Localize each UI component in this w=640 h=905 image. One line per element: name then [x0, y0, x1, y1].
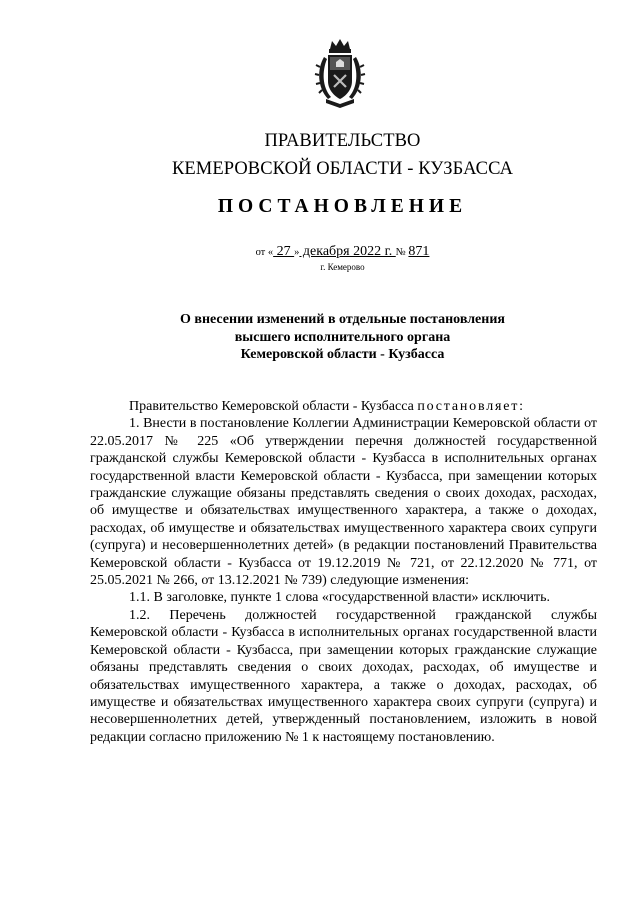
- body-paragraph-1: 1. Внести в постановление Коллегии Администрации Кемеровской области от 22.05.2017 № 225 «Об утверждении перечня должностей государственной гражданской службы Кемеровской области - Кузбасса в исполнительных органах государственной власти Кемеровской области - Кузбасса, при замещении которых гражданские служащие обязаны представлять сведения о своих доходах, расходах, об имуществе и обязательствах имущественного характера, а также о доходах, расходах, об имуществе и обязательствах имущественного характера своих супруги (супруга) и несовершеннолетних детей» (в редакции постановлений Правительства Кемеровской области - Кузбасса от 19.12.2019 № 721, от 22.12.2020 № 771, от 25.05.2021 № 266, от 13.12.2021 № 739) следующие изменения:: [90, 416, 597, 589]
- document-type: ПОСТАНОВЛЕНИЕ: [217, 196, 468, 217]
- body-paragraph-1-2: 1.2. Перечень должностей государственной гражданской службы Кемеровской области - Кузбасса в исполнительных органах государственной власти Кемеровской области - Кузбасса, при замещении которых гражданские служащие обязаны представлять сведения о своих доходах, расходах, об имуществе и обязательствах имущественного характера, а также о доходах, расходах, об имуществе и обязательствах имущественного характера своих супруги (супруга) и несовершеннолетних детей, утвержденный постановлением, изложить в новой редакции согласно приложению № 1 к настоящему постановлению.: [90, 607, 597, 745]
- government-name-line1: ПРАВИТЕЛЬСТВО: [264, 131, 421, 151]
- date-day: 27: [273, 244, 295, 259]
- date-number-line: [0, 244, 640, 260]
- date-mid: »: [294, 247, 300, 258]
- date-prefix: от «: [255, 247, 274, 258]
- document-body: [90, 398, 597, 746]
- number-prefix: №: [395, 247, 409, 258]
- date-month-year: декабря 2022 г.: [299, 244, 396, 259]
- coat-of-arms-icon: [314, 37, 366, 109]
- body-intro-text: Правительство Кемеровской области - Кузбасса: [129, 399, 414, 414]
- government-name-line2: КЕМЕРОВСКОЙ ОБЛАСТИ - КУЗБАССА: [171, 159, 514, 179]
- document-number: 871: [408, 244, 430, 259]
- document-title-line2: высшего исполнительного органа: [234, 330, 451, 345]
- body-intro: [90, 398, 597, 415]
- document-title-line3: Кемеровской области - Кузбасса: [240, 347, 445, 362]
- document-title-line1: О внесении изменений в отдельные постановления: [180, 312, 505, 327]
- body-paragraph-1-1: 1.1. В заголовке, пункте 1 слова «государственной власти» исключить.: [129, 590, 551, 606]
- body-intro-word: постановляет:: [417, 399, 525, 414]
- city: г. Кемерово: [320, 262, 365, 272]
